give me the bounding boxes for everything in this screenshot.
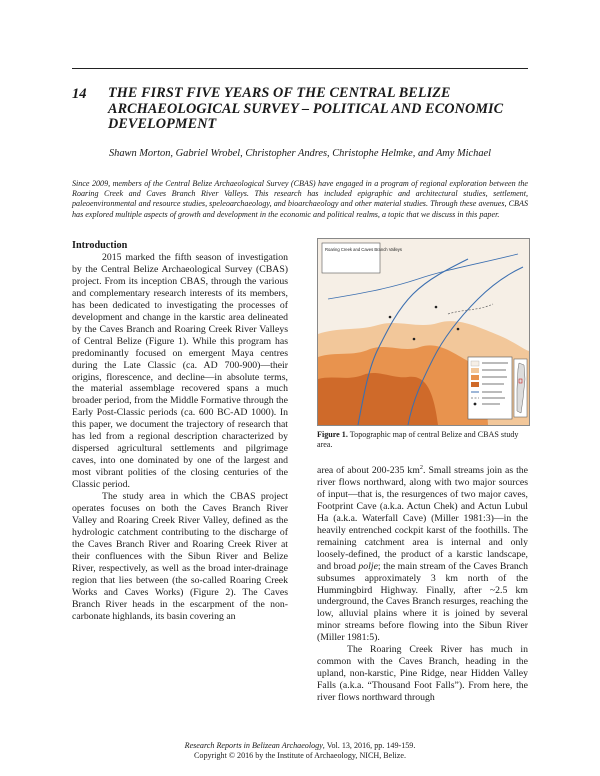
legend-label-line <box>482 376 507 378</box>
abstract: Since 2009, members of the Central Belize Archaeological Survey (CBAS) have engaged in a program of regional exploration between the Roaring Creek and Caves Branch River Valleys. This research has included epigraphic and architectural studies, settlement, paleoenvironmental and resource studies, speleoarchaeology, and bioarchaeology and other material studies. Through these avenues, CBAS has explored multiple aspects of growth and development in the economic and political realms, a topic that we discuss in this paper. <box>72 179 528 219</box>
legend-swatch <box>471 382 479 387</box>
top-rule <box>72 68 528 69</box>
superscript: 2 <box>419 463 424 471</box>
legend-title: Roaring Creek and Caves Branch Valleys <box>325 247 402 252</box>
legend-swatch <box>471 368 479 373</box>
legend-label-line <box>482 383 504 385</box>
legend-label-line <box>482 391 502 393</box>
page-footer <box>0 741 600 761</box>
legend-box <box>468 357 512 419</box>
site-marker <box>413 338 416 341</box>
footer-copyright: Copyright © 2016 by the Institute of Archaeology, NICH, Belize. <box>194 751 406 761</box>
legend-site-key <box>474 403 477 406</box>
section-heading: Introduction <box>72 240 128 251</box>
paragraph: The study area in which the CBAS project operates focuses on both the Caves Branch River Valley and Roaring Creek River Valley, defined as the hydrologic catchment contributing to the discharge of the Caves Branch River and Roaring Creek River at their confluences with the Sibun River and Belize River, respectively, as well as the broad inter-drainage region that lies between (the so-called Roaring Creek Works and Caves Works) (Figure 2). The Caves Branch River heads in the escarpment of the non-carbonate highlands, its basin covering an <box>72 491 288 622</box>
citation-text: , Vol. 13, 2016, pp. 149-159. <box>322 741 416 750</box>
journal-name: Research Reports in Belizean Archaeology <box>184 741 323 750</box>
legend-swatch <box>471 361 479 366</box>
caption-text: Topographic map of central Belize and CBAS study area. <box>317 430 519 449</box>
figure-label: Figure 1. <box>317 430 348 439</box>
legend-swatch <box>471 375 479 380</box>
paragraph: The Roaring Creek River has much in common with the Caves Branch, heading in the upland, non-karstic, Pine Ridge, near Hidden Valley Falls (a.k.a. “Thousand Foot Falls”). From here, the river flows northward through <box>317 644 528 704</box>
text-run: ; the main stream of the Caves Branch subsumes approximately 3 km north of the Hummingbird Highway. Finally, after ~2.5 km underground, the Caves Branch resurges, reaching the low, alluvial plains where it is joined by several minor streams before flowing into the Sibun River (Miller 1981:5). <box>317 560 529 644</box>
article-number: 14 <box>72 86 87 102</box>
topographic-map <box>318 239 529 425</box>
legend-label-line <box>482 403 500 405</box>
left-column <box>72 240 288 623</box>
legend-label-line <box>482 397 505 399</box>
paragraph: 2015 marked the fifth season of investigation by the Central Belize Archaeological Survey (CBAS) project. From its inception CBAS, through the various and complementary research interests of its members, has been dedicated to investigating the processes of development and change in the karstic area delineated by the Caves Branch and Roaring Creek River Valleys of Central Belize (Figure 1). While this program has predominantly focused on emergent Maya centres during the Late Classic (ca. AD 700-900)—their origins, florescence, and decline—in absolute terms, the material assemblage recovered spans a much broader period, from the Middle Formative through the Early Post-Classic periods (ca. 600 BC-AD 1000). In this paper, we document the trajectory of research that has led from a regional description characterized by dispersed agricultural settlements and pilgrimage caves, into one dominated by one of the largest and most vibrant polities of the closing centuries of the Classic period. <box>72 252 288 491</box>
figure-1-map <box>317 238 530 426</box>
site-marker <box>457 328 460 331</box>
site-marker <box>389 316 392 319</box>
legend-label-line <box>482 362 508 364</box>
title-block <box>72 86 528 133</box>
text-run: area of about 200-235 km <box>317 465 420 476</box>
site-marker <box>435 306 438 309</box>
legend-label-line <box>482 369 506 371</box>
highland-zone <box>318 373 438 425</box>
right-column <box>317 465 528 704</box>
article-title: THE FIRST FIVE YEARS OF THE CENTRAL BELIZE ARCHAEOLOGICAL SURVEY – POLITICAL AND ECONOMIC DEVELOPMENT <box>108 85 504 132</box>
author-list: Shawn Morton, Gabriel Wrobel, Christopher Andres, Christophe Helmke, and Amy Michael <box>108 148 492 159</box>
text-run: . Small streams join as the river flows northward, along with two major sources of input—that is, the resurgences of two major caves, Footprint Cave (a.k.a. Actun Chek) and Actun Lubul Ha (a.k.a. Waterfall Cave) (Miller 1981:3)—in the heavily entrenched cockpit karst of the foothills. The remaining catchment area is internal and only loosely-defined, the product of a karstic landscape, and broad <box>317 465 528 572</box>
footer-citation <box>0 741 600 751</box>
italic-term: polje <box>358 560 378 572</box>
paragraph <box>317 465 528 644</box>
figure-caption <box>317 430 528 450</box>
